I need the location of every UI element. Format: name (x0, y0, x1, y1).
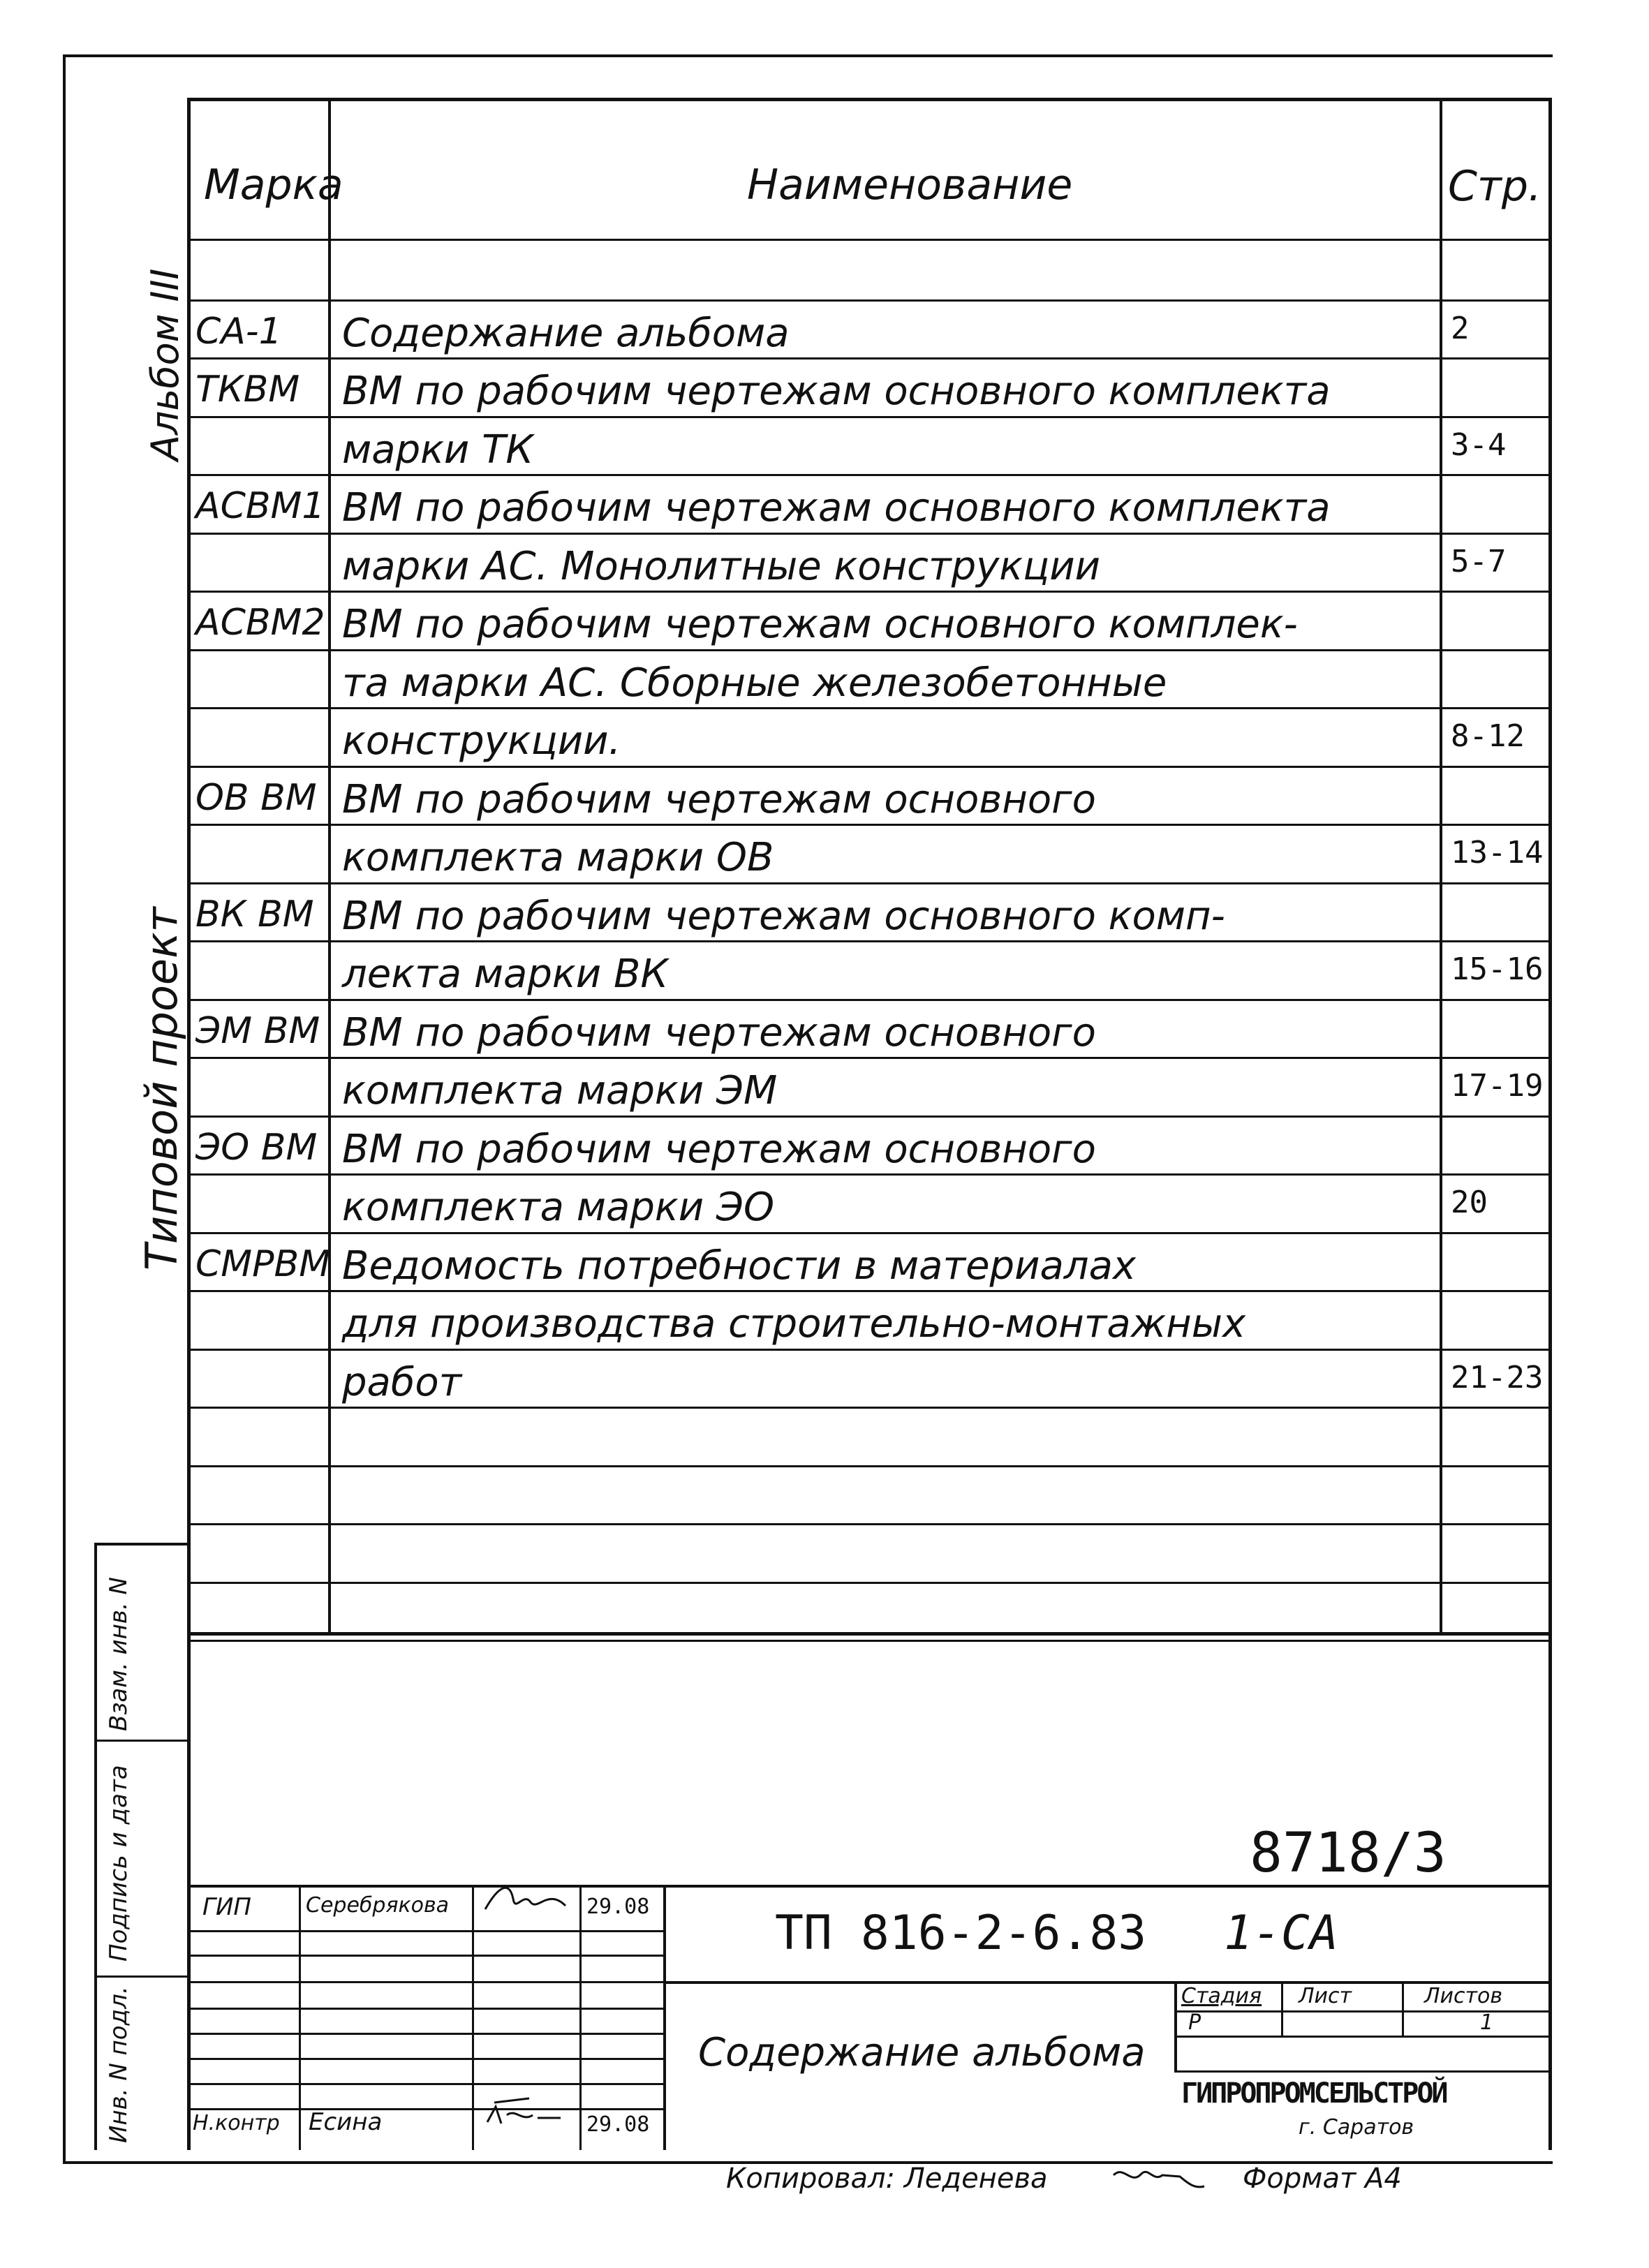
row-line (188, 416, 1550, 418)
row-code: СМРВМ (195, 1243, 331, 1285)
row-code: ОВ ВМ (195, 777, 317, 819)
header-line (188, 239, 1550, 241)
person-1-date: 29.08 (586, 1895, 650, 1919)
outer-border-left (63, 54, 66, 2163)
row-name: ВМ по рабочим чертежам основного (342, 1010, 1096, 1055)
row-line (188, 766, 1550, 768)
sign-date-label: Подпись и дата (105, 1765, 133, 1962)
tb-row-line (188, 1955, 665, 1957)
row-name: ВМ по рабочим чертежам основного комплек- (342, 602, 1298, 647)
person-2-date: 29.08 (586, 2112, 650, 2137)
row-line (188, 533, 1550, 535)
stage-grid-row2 (1174, 2036, 1550, 2038)
tb-mid (663, 1981, 1550, 1984)
row-name: та марки АС. Сборные железобетонные (342, 660, 1167, 706)
copier-signature (1110, 2161, 1208, 2196)
tb-col-sign (579, 1885, 582, 2150)
row-name: ВМ по рабочим чертежам основного комплекта (342, 369, 1331, 414)
frame-top (188, 98, 1550, 101)
row-line (188, 940, 1550, 942)
tb-col-role (299, 1885, 301, 2150)
row-name: лекта марки ВК (342, 951, 669, 997)
row-code: ВК ВМ (195, 894, 314, 935)
row-line (188, 1407, 1550, 1409)
row-name: ВМ по рабочим чертежам основного (342, 777, 1096, 822)
designation (775, 1906, 1338, 1961)
row-pages: 17-19 (1451, 1068, 1544, 1104)
outer-border-top (63, 54, 1553, 57)
row-code: ЭО ВМ (195, 1127, 318, 1169)
designation-number: ТП 816-2-6.83 (775, 1906, 1147, 1961)
row-name: ВМ по рабочим чертежам основного комп- (342, 894, 1225, 939)
copied-by: Копировал: Леденева (726, 2163, 1048, 2195)
person-2-signature (480, 2094, 571, 2136)
tb-row-line (188, 2033, 665, 2035)
project-label: Типовой проект (136, 907, 187, 1270)
organization-name: ГИПРОПРОМСЕЛЬСТРОЙ (1181, 2077, 1447, 2110)
header-code: Марка (204, 161, 343, 209)
col-line-2 (1440, 98, 1442, 1633)
tb-col-name (472, 1885, 474, 2150)
format-label: Формат А4 (1243, 2163, 1402, 2195)
col-line-1 (328, 98, 331, 1633)
row-line (188, 999, 1550, 1001)
row-name: комплекта марки ЭО (342, 1185, 775, 1230)
row-name: марки ТК (342, 427, 534, 473)
row-name: ВМ по рабочим чертежам основного (342, 1127, 1096, 1172)
inv-podl-label: Инв. N подл. (105, 1986, 133, 2143)
stage-grid-bottom (1174, 2070, 1550, 2073)
person-1-name: Серебрякова (306, 1893, 450, 1918)
row-name: для производства строительно-монтажных (342, 1301, 1246, 1347)
row-line (188, 1465, 1550, 1467)
row-name: комплекта марки ОВ (342, 835, 774, 880)
row-code: ЭМ ВМ (195, 1010, 320, 1052)
row-line (188, 1173, 1550, 1176)
strip-top (94, 1543, 188, 1546)
row-line (188, 1582, 1550, 1584)
header-name: Наименование (747, 161, 1073, 209)
header-pages: Стр. (1448, 162, 1542, 211)
row-pages: 20 (1451, 1185, 1488, 1220)
strip-div-1 (94, 1740, 188, 1742)
row-line (188, 1349, 1550, 1351)
row-line (188, 824, 1550, 826)
row-pages: 8-12 (1451, 718, 1525, 754)
row-code: ТКВМ (195, 369, 300, 410)
row-code: АСВМ1 (195, 485, 325, 527)
row-line (188, 1290, 1550, 1292)
row-name: марки АС. Монолитные конструкции (342, 544, 1101, 589)
table-bottom (187, 1632, 1552, 1636)
row-line (188, 1232, 1550, 1234)
row-code: АСВМ2 (195, 602, 325, 644)
tb-row-line (188, 2083, 665, 2085)
tb-row-line (188, 2058, 665, 2060)
row-name: ВМ по рабочим чертежам основного комплекта (342, 485, 1331, 531)
person-1-role: ГИП (202, 1893, 251, 1921)
organization-city: г. Саратов (1299, 2115, 1414, 2140)
row-line (188, 707, 1550, 709)
row-code: СА-1 (195, 311, 282, 353)
album-label: Альбом III (143, 268, 187, 461)
row-pages: 3-4 (1451, 427, 1507, 463)
row-name: работ (342, 1360, 462, 1405)
tb-row-line (188, 2108, 665, 2110)
strip-div-2 (94, 1976, 188, 1978)
tb-row-line (188, 1930, 665, 1932)
tb-top (188, 1885, 1550, 1888)
drawing-number: 8718/3 (1250, 1822, 1447, 1885)
row-pages: 2 (1451, 311, 1470, 346)
frame-left (187, 98, 191, 2150)
sheet-header: Лист (1299, 1984, 1352, 2008)
inv-vzam-label: Взам. инв. N (105, 1577, 133, 1731)
row-line (188, 591, 1550, 593)
sheets-header: Листов (1424, 1984, 1503, 2008)
tb-row-line (188, 2008, 665, 2010)
row-pages: 21-23 (1451, 1360, 1544, 1395)
sheets-value: 1 (1480, 2010, 1494, 2035)
frame-right (1548, 98, 1552, 2150)
row-name: Содержание альбома (342, 311, 790, 356)
row-line (188, 357, 1550, 360)
row-line (188, 1057, 1550, 1059)
row-line (188, 299, 1550, 302)
person-1-signature (482, 1878, 572, 1920)
stage-value: Р (1188, 2010, 1201, 2035)
row-name: конструкции. (342, 718, 621, 764)
stage-grid-row1 (1174, 2010, 1550, 2013)
document-title: Содержание альбома (698, 2030, 1146, 2075)
designation-sheet-code: 1-СА (1224, 1906, 1338, 1961)
row-line (188, 474, 1550, 476)
row-line (188, 882, 1550, 884)
person-2-name: Есина (309, 2108, 383, 2136)
row-pages: 5-7 (1451, 544, 1507, 579)
strip-left (94, 1543, 97, 2150)
row-line (188, 1523, 1550, 1525)
row-line (188, 1116, 1550, 1118)
row-name: Ведомость потребности в материалах (342, 1243, 1137, 1289)
row-line (188, 1640, 1550, 1642)
tb-row-line (188, 1981, 665, 1983)
row-pages: 13-14 (1451, 835, 1544, 870)
stage-grid-mid (1281, 1981, 1283, 2037)
row-line (188, 649, 1550, 651)
row-name: комплекта марки ЭМ (342, 1068, 778, 1113)
stage-grid-mid2 (1402, 1981, 1404, 2037)
row-pages: 15-16 (1451, 951, 1544, 987)
tb-col-main (663, 1885, 666, 2150)
person-2-role: Н.контр (193, 2111, 280, 2135)
stage-header: Стадия (1181, 1984, 1262, 2008)
stage-grid-left (1174, 1981, 1177, 2072)
